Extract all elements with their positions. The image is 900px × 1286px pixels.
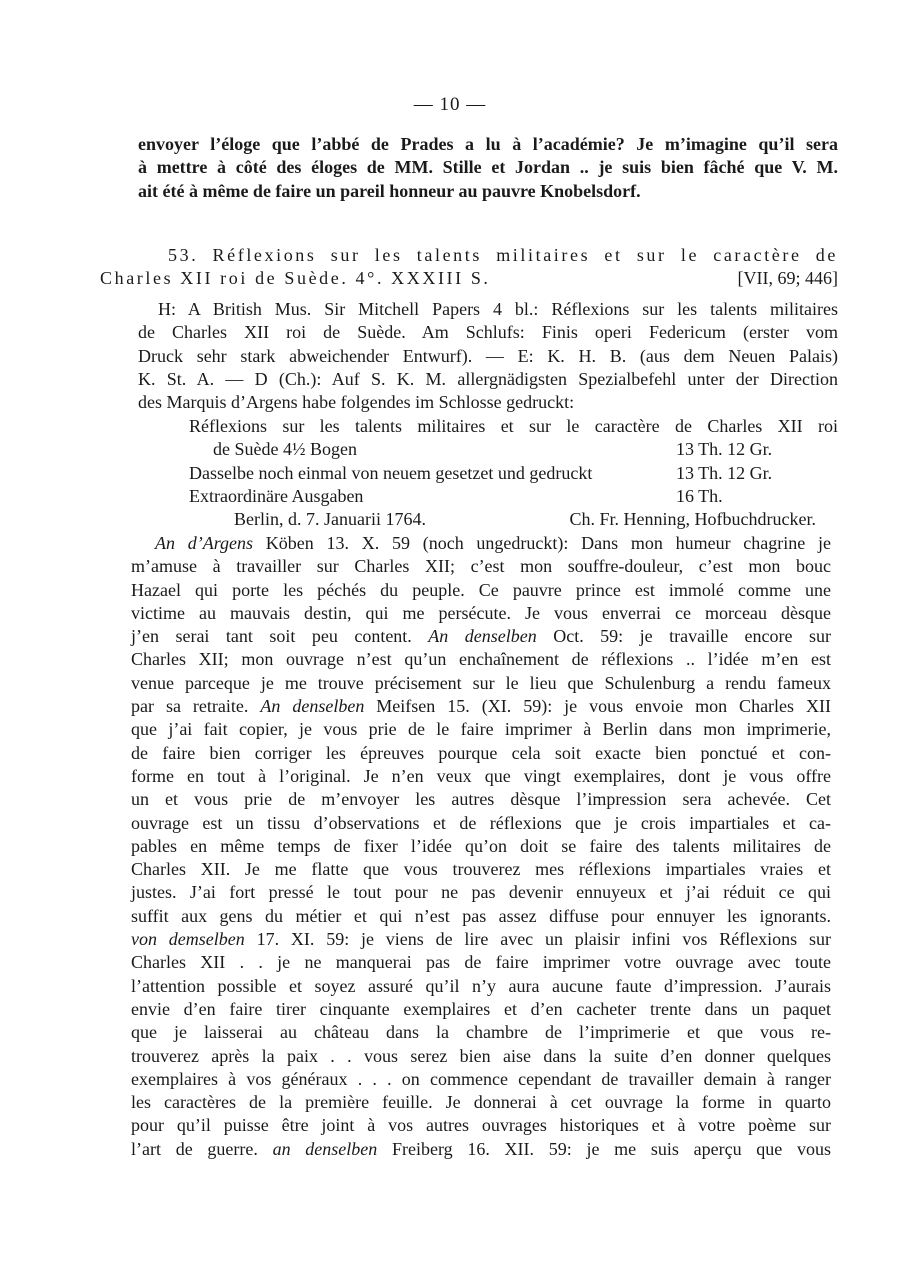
letter-recipient: An d’Argens [155, 533, 254, 553]
letter-text: Freiberg 16. XII. 59: je me suis aperçu que vous [377, 1138, 831, 1159]
letter-line: Charles XII. Je me flatte que vous trouverez mes réflexions impartiales vraies et [131, 859, 831, 880]
page-number: — 10 — [413, 94, 487, 115]
heading-reference: [VII, 69; 446] [737, 268, 838, 289]
letter-recipient: An denselben [260, 696, 365, 717]
letter-line: trouverez après la paix . . vous serez bien aise dans la suite d’en donner quelques [131, 1045, 831, 1066]
letter-line [131, 928, 831, 951]
letter-line: que je laisserai au château dans la chambre de l’imprimerie et que vous re- [131, 1022, 831, 1043]
print-item-line: Extraordinäre Ausgaben [189, 485, 364, 506]
letter-text: j’en serai tant soit peu content. [131, 626, 429, 647]
letter-recipient: von demselben [131, 929, 245, 950]
letter-line: pour qu’il puisse être joint à vos autres ouvrages historiques et à votre poème sur [131, 1115, 831, 1136]
print-item-price: 16 Th. [676, 485, 723, 506]
source-line: Druck sehr stark abweichender Entwurf). — E: K. H. B. (aus dem Neuen Palais) [138, 345, 838, 366]
letter-line: justes. J’ai fort pressé le tout pour ne pas devenir ennuyeux et j’ai réduit ce qui [131, 882, 831, 903]
signature-place-date: Berlin, d. 7. Januarii 1764. [234, 509, 426, 530]
letter-line: venue parceque je me trouve précisement sur le lieu que Schulenburg a rendu fameux [131, 672, 831, 693]
letter-line [131, 625, 831, 648]
print-item-line: Réflexions sur les talents militaires et sur le caractère de Charles XII roi [189, 416, 838, 436]
letter-line: l’attention possible et soyez assuré qu’il n’y aura aucune faute d’impression. J’aurais [131, 975, 831, 996]
letter-text: Meifsen 15. (XI. 59): je vous envoie mon Charles XII [364, 696, 832, 717]
print-items [189, 415, 838, 531]
text-line: ait été à même de faire un pareil honneur au pauvre Knobelsdorf. [138, 180, 641, 201]
letter-text: Köben 13. X. 59 (noch ungedruckt): Dans mon humeur chagrine je [253, 533, 831, 553]
letter-line [131, 532, 831, 555]
text-line: à mettre à côté des éloges de MM. Stille et Jordan .. je suis bien fâché que V. M. [138, 157, 838, 178]
source-line: de Charles XII roi de Suède. Am Schlufs: Finis operi Federicum (erster vom [138, 322, 838, 343]
letter-line: pables en même temps de fixer l’idée qu’on doit se faire des talents militaires de [131, 835, 831, 856]
letter-recipient: an denselben [272, 1138, 378, 1159]
top-paragraph [138, 133, 838, 203]
source-line: des Marquis d’Argens habe folgendes im Schlosse gedruckt: [138, 392, 575, 413]
letter-text: Oct. 59: je travaille encore sur [536, 626, 831, 647]
source-line: H: A British Mus. Sir Mitchell Papers 4 bl.: Réflexions sur les talents militaires [158, 299, 838, 319]
letter-line: Charles XII; mon ouvrage n’est qu’un enchaînement de réflexions .. l’idée m’en est [131, 649, 831, 670]
sources-paragraph [138, 298, 838, 414]
letter-line: les caractères de la première feuille. Je donnerai à cet ouvrage la forme in quarto [131, 1092, 831, 1113]
heading-title-cont: Charles XII roi de Suède. 4°. XXXIII S. [100, 268, 491, 289]
letter-text: par sa retraite. [131, 696, 261, 717]
letter-line: envie d’en faire tirer cinquante exemplaires et d’en cacheter trente dans un paquet [131, 998, 831, 1019]
letter-line: exemplaires à vos généraux . . . on commence cependant de travailler demain à ranger [131, 1068, 831, 1089]
letter-line: m’amuse à travailler sur Charles XII; c’est mon souffre-douleur, c’est mon bouc [131, 556, 831, 577]
letter-line: suffit aux gens du métier et qui n’est pas assez diffuse pour ennuyer les ignorants. [131, 905, 831, 926]
letter-line: de faire bien corriger les épreuves pourque cela soit exacte bien ponctué et con- [131, 742, 831, 763]
letter-line: Charles XII . . je ne manquerai pas de faire imprimer votre ouvrage avec toute [131, 952, 831, 973]
letter-line [131, 1138, 831, 1161]
letter-text: l’art de guerre. [131, 1138, 273, 1159]
letter-line: que j’ai fait copier, je vous prie de le faire imprimer à Berlin dans mon imprimerie, [131, 719, 831, 740]
text-line: envoyer l’éloge que l’abbé de Prades a lu à l’académie? Je m’imagine qu’il sera [138, 134, 838, 154]
letter-recipient: An denselben [428, 626, 537, 647]
print-item-line: de Suède 4½ Bogen [213, 439, 357, 460]
heading-line: 53. Réflexions sur les talents militaires et sur le caractère de [168, 245, 838, 265]
letter-line: victime au mauvais destin, qui me persécute. Je vous enverrai ce morceau dèsque [131, 602, 831, 623]
letter-line: ouvrage est un tissu d’observations et de réflexions que je crois impartiales et ca- [131, 812, 831, 833]
letters-paragraph [131, 532, 831, 1161]
entry-heading [100, 244, 838, 291]
letter-line [131, 695, 831, 718]
letter-line: un et vous prie de m’envoyer les autres dèsque l’impression sera achevée. Cet [131, 789, 831, 810]
source-line: K. St. A. — D (Ch.): Auf S. K. M. allergnädigsten Spezialbefehl unter der Direction [138, 368, 838, 389]
letter-line: forme en tout à l’original. Je n’en veux que vingt exemplaires, dont je vous offre [131, 765, 831, 786]
letter-text: 17. XI. 59: je viens de lire avec un plaisir infini vos Réflexions sur [244, 929, 831, 950]
print-item-price: 13 Th. 12 Gr. [676, 462, 773, 483]
print-item-price: 13 Th. 12 Gr. [676, 439, 773, 460]
print-item-line: Dasselbe noch einmal von neuem gesetzet und gedruckt [189, 462, 593, 483]
signature-printer: Ch. Fr. Henning, Hofbuchdrucker. [569, 509, 816, 530]
letter-line: Hazael qui porte les péchés du peuple. Ce pauvre prince est immolé comme une [131, 579, 831, 600]
